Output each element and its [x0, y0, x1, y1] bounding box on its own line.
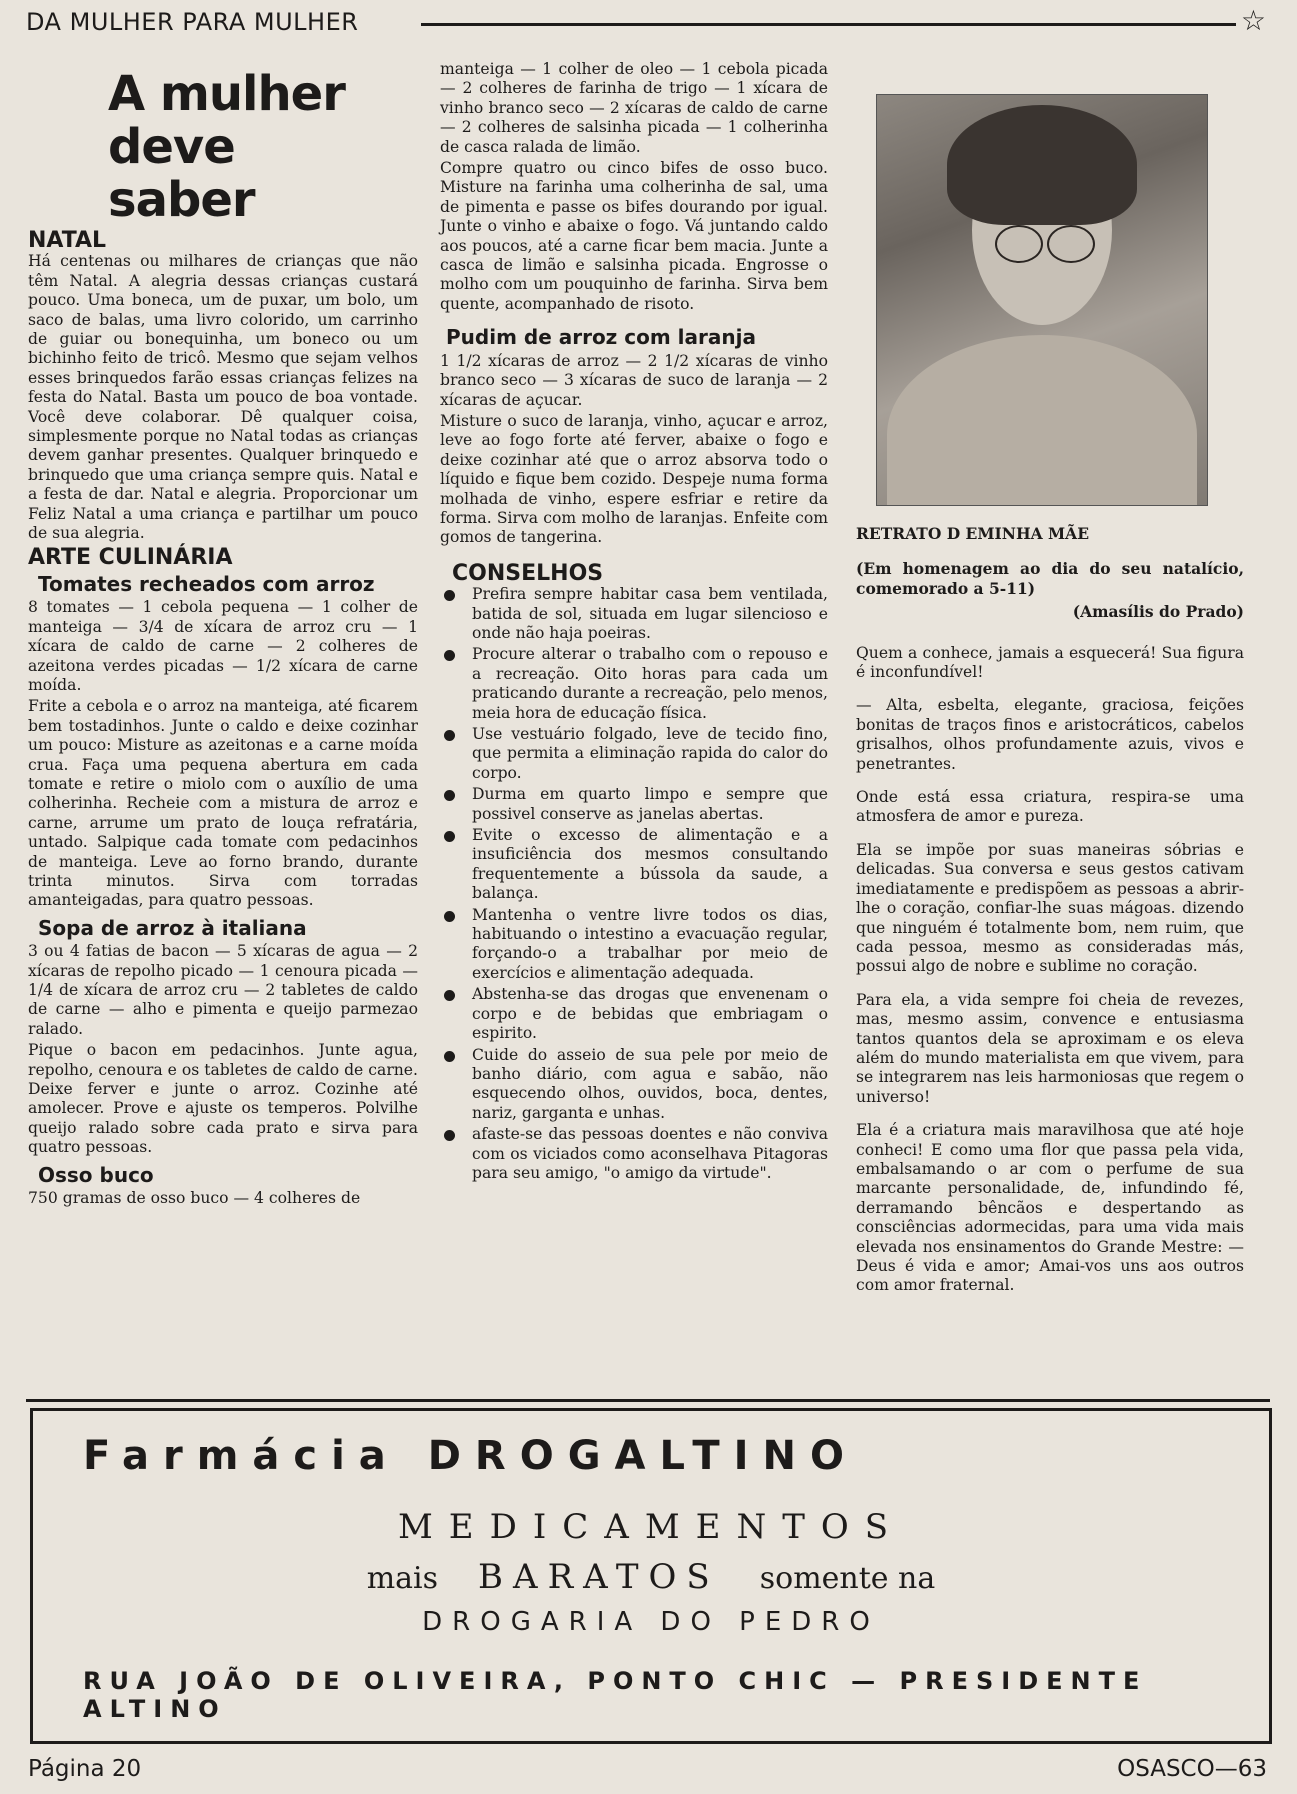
- ad-pharmacy-name: Farmácia DROGALTINO: [83, 1433, 859, 1479]
- article-title-line: deve: [108, 119, 235, 175]
- conselho-text: Abstenha-se das drogas que envenenam o corpo e de bebidas que embriagam o espirito.: [472, 985, 828, 1043]
- bullet-icon: [444, 911, 455, 922]
- ad-text: BARATOS: [478, 1557, 720, 1597]
- article-paragraph: — Alta, esbelta, elegante, graciosa, feições bonitas de traços finos e aristocráticos, cabelos grisalhos, olhos profundamente azuis, vivos e penetrantes.: [856, 696, 1244, 773]
- conselho-text: Mantenha o ventre livre todos os dias, habituando o intestino a evacuação regular, forçando-o a trabalhar por meio de exercícios e alimentação adequada.: [472, 905, 828, 982]
- star-icon: ☆: [1240, 4, 1266, 37]
- conselho-item: [440, 906, 828, 984]
- recipe-instructions: Compre quatro ou cinco bifes de osso buco. Misture na farinha uma colherinha de sal, uma de pimenta e passe os bifes dourando por igual. Junte o vinho e abaixe o fogo. Vá juntando caldo aos poucos, até a carne ficar bem macia. Junte a casca de limão e salsinha picada. Engrosse o molho com um pouquinho de farinha. Sirva bem quente, acompanhado de risoto.: [440, 159, 828, 313]
- conselho-text: Evite o excesso de alimentação e a insuficiência dos mesmos consultando frequentemente a bússola da saude, a balança.: [472, 826, 828, 903]
- conselho-item: [440, 1046, 828, 1124]
- article-paragraph: Ela é a criatura mais maravilhosa que até hoje conheci! E como uma flor que passa pela vida, embalsamando o ar com o perfume de sua marcante personalidade, de, infundindo fé, derramando bêncãos e despertando as consciências adormecidas, para uma vida mais elevada nos ensinamentos do Grande Mestre: — Deus é vida e amor; Amai-vos uns aos outros com amor fraternal.: [856, 1121, 1244, 1295]
- article-paragraph: Ela se impõe por suas maneiras sóbrias e delicadas. Sua conversa e seus gestos cativam imediatamente e predispõem as pessoas a abrir-lhe o coração, confiar-lhe suas mágoas. dizendo que ninguém é totalmente bom, nem ruim, que cada pessoa, mesmo as consideradas más, possui algo de nobre e sublime no coração.: [856, 840, 1244, 976]
- natal-text: Há centenas ou milhares de crianças que não têm Natal. A alegria dessas crianças custará pouco. Uma boneca, um de puxar, um bolo, um saco de balas, uma livro colorido, um carrinho de guiar ou bonequinha, um boneco ou um bichinho feito de tricô. Mesmo que sejam velhos esses brinquedos farão essas crianças felizes na festa do Natal. Basta um pouco de boa vontade. Você deve colaborar. Dê qualquer coisa, simplesmente porque no Natal todas as crianças devem ganhar presentes. Qualquer brinquedo e brinquedo que uma criança sempre quis. Natal e a festa de dar. Natal e alegria. Proporcionar um Feliz Natal a uma criança e partilhar um pouco de sua alegria.: [28, 252, 418, 543]
- ad-medicamentos: MEDICAMENTOS: [397, 1507, 905, 1547]
- conselho-text: Prefira sempre habitar casa bem ventilada, batida de sol, situada em lugar silencioso e onde não haja poeiras.: [472, 585, 828, 642]
- page-footer: [28, 1756, 1267, 1782]
- header-rule: [421, 23, 1236, 26]
- conselho-item: [440, 585, 828, 643]
- article-body: [856, 644, 1244, 1296]
- section-title: DA MULHER PARA MULHER: [26, 8, 359, 36]
- conselho-text: Use vestuário folgado, leve de tecido fino, que permita a eliminação rapida do calor do corpo.: [472, 725, 828, 782]
- conselhos-list: [440, 585, 828, 1183]
- recipe-ingredients: manteiga — 1 colher de oleo — 1 cebola picada — 2 colheres de farinha de trigo — 1 xícara de vinho branco seco — 2 xícaras de caldo de carne — 2 colheres de salsinha picada — 1 colherinha de casca ralada de limão.: [440, 60, 828, 156]
- ad-text: somente na: [759, 1561, 936, 1596]
- ad-top-rule: [26, 1399, 1270, 1402]
- conselho-item: [440, 1125, 828, 1183]
- article-paragraph: Onde está essa criatura, respira-se uma atmosfera de amor e pureza.: [856, 788, 1244, 826]
- conselho-item: [440, 645, 828, 723]
- bullet-icon: [444, 650, 455, 661]
- bullet-icon: [444, 1051, 455, 1062]
- recipe-heading-osso-buco: Osso buco: [38, 1162, 154, 1187]
- recipe-ingredients: 8 tomates — 1 cebola pequena — 1 colher de manteiga — 3/4 de xícara de arroz cru — 1 xícara de caldo de carne — 2 colheres de azeitona verdes picadas — 1/2 xícara de carne moída.: [28, 598, 418, 694]
- conselho-text: afaste-se das pessoas doentes e não conviva com os viciados como aconselhava Pitagoras para seu amigo, "o amigo da virtude".: [472, 1125, 828, 1182]
- recipe-instructions: Frite a cebola e o arroz na manteiga, até ficarem bem tostadinhos. Junte o caldo e deixe cozinhar um pouco: Misture as azeitonas e a carne moída crua. Faça uma pequena abertura em cada tomate e retire o miolo com o auxílio de uma colherinha. Recheie com a mistura de arroz e carne, arrume um prato de louça refratária, untado. Salpique cada tomate com pedacinhos de manteiga. Leve ao forno brando, durante trinta minutos. Sirva com torradas amanteigadas, para quatro pessoas.: [28, 697, 418, 910]
- conselho-item: [440, 826, 828, 904]
- bullet-icon: [444, 590, 455, 601]
- author: (Amasílis do Prado): [1072, 602, 1244, 622]
- issue-label: OSASCO—63: [1117, 1756, 1267, 1782]
- natal-heading: NATAL: [28, 228, 107, 253]
- column-middle: [440, 60, 828, 1185]
- ad-text: mais: [366, 1561, 439, 1596]
- article-title: [108, 68, 418, 227]
- article-title-line: saber: [108, 172, 255, 228]
- photo-body: [887, 335, 1197, 506]
- ad-line-baratos: [33, 1557, 1269, 1597]
- recipe-heading-tomates: Tomates recheados com arroz: [38, 571, 375, 596]
- portrait-photo: [876, 94, 1208, 506]
- photo-glasses-left: [995, 225, 1043, 263]
- bullet-icon: [444, 1130, 455, 1141]
- conselho-text: Procure alterar o trabalho com o repouso e a recreação. Oito horas para cada um praticando durante a recreação, pelo menos, meia hora de educação física.: [472, 645, 828, 722]
- recipe-heading-pudim: Pudim de arroz com laranja: [446, 325, 756, 350]
- bullet-icon: [444, 790, 455, 801]
- page-number: Página 20: [28, 1756, 142, 1782]
- ad-address: RUA JOÃO DE OLIVEIRA, PONTO CHIC — PRESIDENTE ALTINO: [83, 1667, 1148, 1723]
- article-paragraph: Para ela, a vida sempre foi cheia de revezes, mas, mesmo assim, convence e entusiasma tantos quantos dela se aproximam e os eleva além do mundo materialista em que vivem, para se integrarem nas leis harmoniosas que regem o universo!: [856, 990, 1244, 1106]
- photo-hair: [947, 105, 1137, 225]
- conselho-item: [440, 985, 828, 1043]
- column-left: [28, 58, 418, 1211]
- conselho-text: Cuide do asseio de sua pele por meio de banho diário, com agua e sabão, não esquecendo olhos, ouvidos, boca, dentes, nariz, garganta e unhas.: [472, 1045, 828, 1122]
- bullet-icon: [444, 990, 455, 1001]
- bullet-icon: [444, 730, 455, 741]
- conselhos-heading: CONSELHOS: [452, 560, 604, 586]
- conselho-item: [440, 785, 828, 824]
- recipe-ingredients: 750 gramas de osso buco — 4 colheres de: [28, 1189, 361, 1208]
- article-paragraph: Quem a conhece, jamais a esquecerá! Sua figura é inconfundível!: [856, 643, 1244, 682]
- article-title-line: A mulher: [108, 66, 345, 122]
- conselho-text: Durma em quarto limpo e sempre que possivel conserve as janelas abertas.: [472, 785, 828, 823]
- recipe-instructions: Pique o bacon em pedacinhos. Junte agua, repolho, cenoura e os tabletes de caldo de carne. Deixe ferver e junte o arroz. Cozinhe até amolecer. Prove e ajuste os temperos. Polvilhe queijo ralado sobre cada prato e sirva para quatro pessoas.: [28, 1041, 418, 1157]
- recipe-instructions: Misture o suco de laranja, vinho, açucar e arroz, leve ao fogo forte até ferver, abaixe o fogo e deixe cozinhar até que o arroz absorva todo o líquido e fique bem cozido. Despeje numa forma molhada de vinho, espere esfriar e retire da forma. Sirva com molho de laranjas. Enfeite com gomos de tangerina.: [440, 411, 828, 547]
- arte-culinaria-heading: ARTE CULINÁRIA: [28, 544, 233, 570]
- recipe-ingredients: 1 1/2 xícaras de arroz — 2 1/2 xícaras de vinho branco seco — 3 xícaras de suco de laranja — 2 xícaras de açucar.: [440, 351, 828, 409]
- bullet-icon: [444, 831, 455, 842]
- portrait-caption: RETRATO D EMINHA MÃE: [856, 524, 1090, 543]
- recipe-heading-sopa: Sopa de arroz à italiana: [38, 915, 307, 940]
- advertisement: [30, 1408, 1272, 1744]
- photo-glasses-right: [1047, 225, 1095, 263]
- ad-drogaria: DROGARIA DO PEDRO: [422, 1607, 880, 1637]
- column-right: [856, 60, 1244, 1310]
- conselho-item: [440, 725, 828, 783]
- recipe-ingredients: 3 ou 4 fatias de bacon — 5 xícaras de agua — 2 xícaras de repolho picado — 1 cenoura picada — 1/4 de xícara de arroz cru — 2 tabletes de caldo de carne — alho e pimenta e queijo parmezao ralado.: [28, 942, 418, 1038]
- page-header: [26, 6, 1266, 38]
- dedication: (Em homenagem ao dia do seu natalício, comemorado a 5-11): [856, 559, 1244, 598]
